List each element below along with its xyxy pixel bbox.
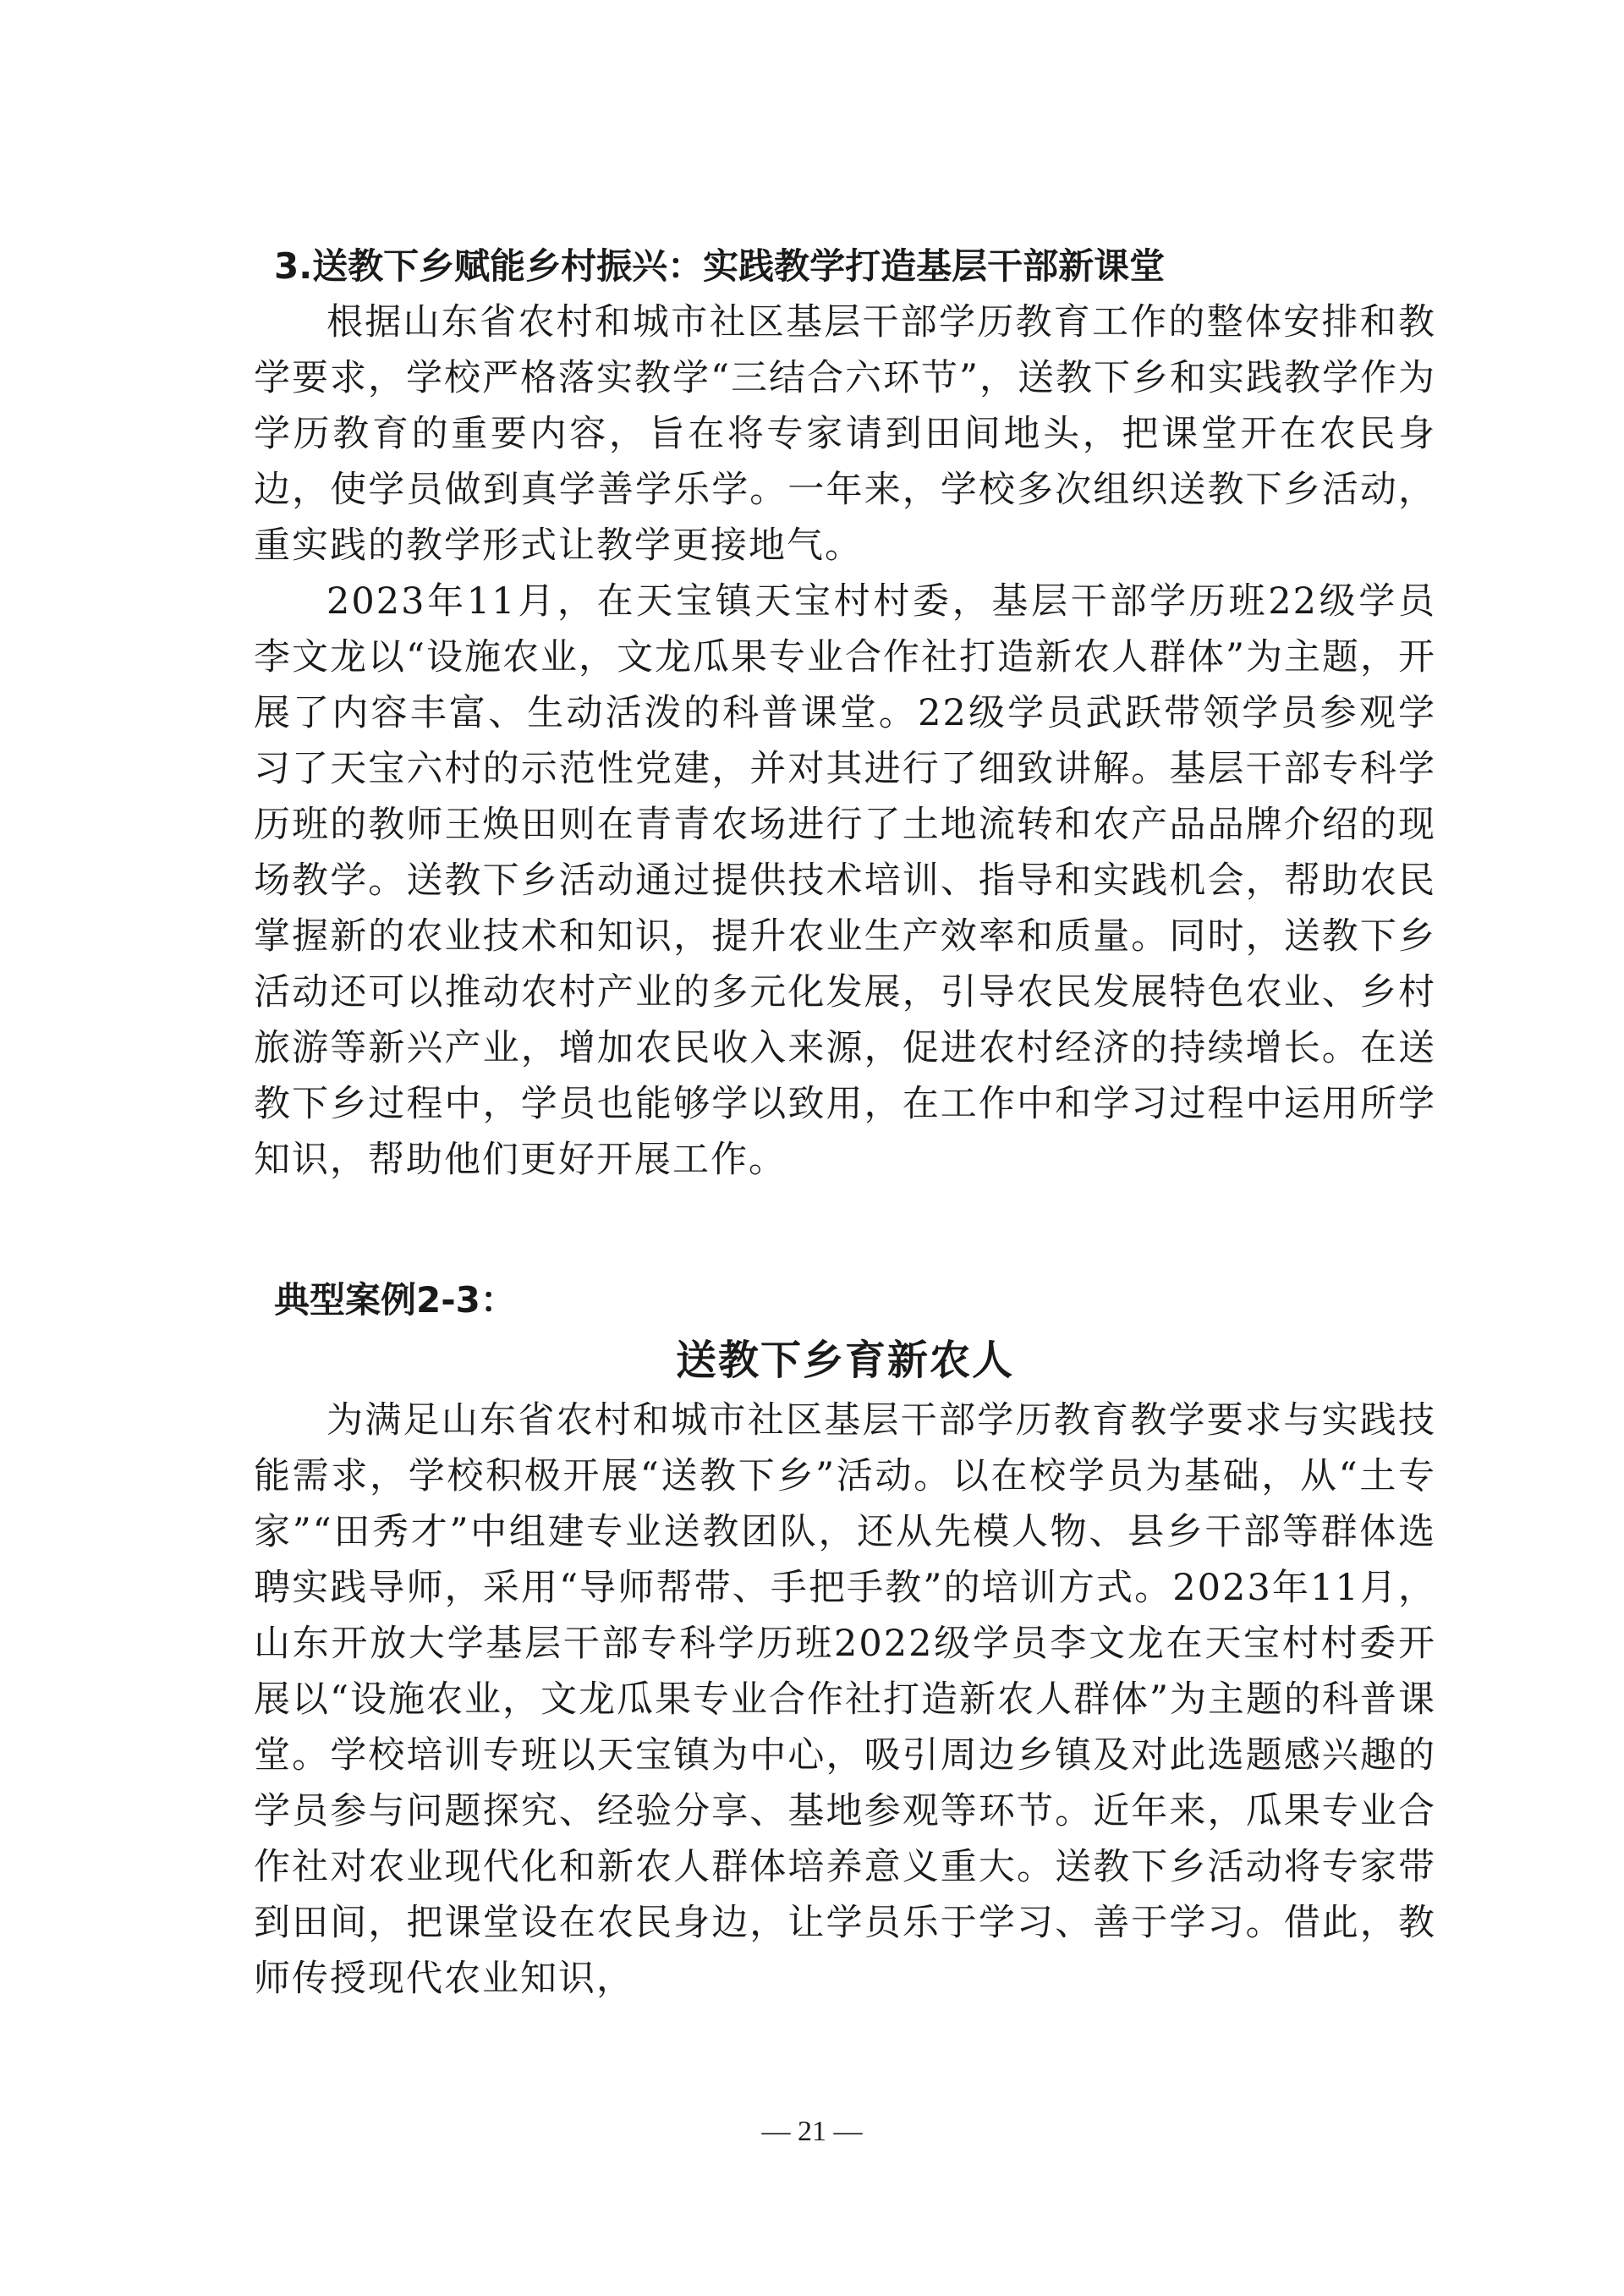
page-content xyxy=(254,239,1436,2007)
page-number: — 21 — xyxy=(761,2116,863,2147)
case-paragraph: 为满足山东省农村和城市社区基层干部学历教育教学要求与实践技能需求，学校积极开展“送教下乡”活动。以在校学员为基础，从“土专家”“田秀才”中组建专业送教团队，还从先模人物、县乡干部等群体选聘实践导师，采用“导师帮带、手把手教”的培训方式。2023年11月，山东开放大学基层干部专科学历班2022级学员李文龙在天宝村村委开展以“设施农业，文龙瓜果专业合作社打造新农人群体”为主题的科普课堂。学校培训专班以天宝镇为中心，吸引周边乡镇及对此选题感兴趣的学员参与问题探究、经验分享、基地参观等环节。近年来，瓜果专业合作社对农业现代化和新农人群体培养意义重大。送教下乡活动将专家带到田间，把课堂设在农民身边，让学员乐于学习、善于学习。借此，教师传授现代农业知识， xyxy=(254,1399,1436,2000)
section-paragraph-1: 根据山东省农村和城市社区基层干部学历教育工作的整体安排和教学要求，学校严格落实教学“三结合六环节”，送教下乡和实践教学作为学历教育的重要内容，旨在将专家请到田间地头，把课堂开在农民身边，使学员做到真学善学乐学。一年来，学校多次组织送教下乡活动，重实践的教学形式让教学更接地气。 xyxy=(254,301,1436,567)
case-label: 典型案例2-3： xyxy=(274,1279,516,1321)
spacer xyxy=(254,1188,1436,1272)
section-heading: 3.送教下乡赋能乡村振兴：实践教学打造基层干部新课堂 xyxy=(274,245,1166,287)
case-title: 送教下乡育新农人 xyxy=(675,1337,1014,1384)
section-paragraph-2: 2023年11月，在天宝镇天宝村村委，基层干部学历班22级学员李文龙以“设施农业，文龙瓜果专业合作社打造新农人群体”为主题，开展了内容丰富、生动活泼的科普课堂。22级学员武跃带领学员参观学习了天宝六村的示范性党建，并对其进行了细致讲解。基层干部专科学历班的教师王焕田则在青青农场进行了土地流转和农产品品牌介绍的现场教学。送教下乡活动通过提供技术培训、指导和实践机会，帮助农民掌握新的农业技术和知识，提升农业生产效率和质量。同时，送教下乡活动还可以推动农村产业的多元化发展，引导农民发展特色农业、乡村旅游等新兴产业，增加农民收入来源，促进农村经济的持续增长。在送教下乡过程中，学员也能够学以致用，在工作中和学习过程中运用所学知识，帮助他们更好开展工作。 xyxy=(254,580,1436,1181)
